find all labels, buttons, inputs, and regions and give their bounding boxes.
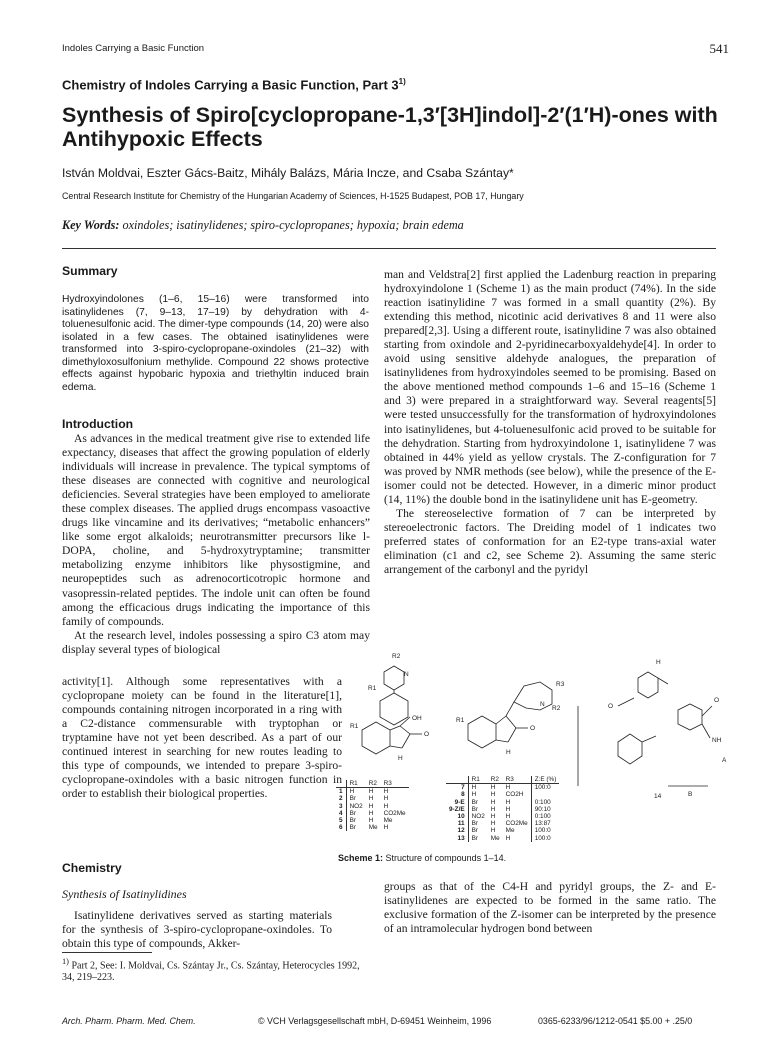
- table-row: 9-Z/E Br H H 90:10: [446, 806, 559, 813]
- intro-paragraph-2a: At the research level, indoles possessing a spiro C3 atom may display several types of biological: [62, 628, 370, 656]
- summary-text: Hydroxyindolones (1–6, 15–16) were transformed into isatinylidenes (7, 9–13, 17–19) by dehydration with 4-toluenesulfonic acid. The dimer-type compounds (14, 20) were also isolated in a few cases. The obtained isatinylidenes were transformed into 3-spiro-cyclopropane-oxindoles (21–32) with dimethyloxosulfonium methylide. Compound 22 shows protective effects against hypobaric hypoxia and triethyltin induced brain edema.: [62, 294, 369, 393]
- divider: [62, 248, 716, 249]
- footer-publisher: © VCH Verlagsgesellschaft mbH, D-69451 Weinheim, 1996: [258, 1016, 492, 1026]
- table-row: 7 H H H 100:0: [446, 784, 559, 792]
- series-title: Chemistry of Indoles Carrying a Basic Function, Part 3$^{1)}$: [62, 77, 406, 93]
- right-paragraph-1: man and Veldstra[2] first applied the Ladenburg reaction in preparing hydroxyindolone 1 (Scheme 1) as the main product (74%). In the side reaction isatinylidine 7 was formed in a small quantity (2%). By extending this method, nicotinic acid derivatives 8 and 11 were also prepared[2,3]. Using a different route, isatinylidine 7 was also obtained starting from oxindole and 2-pyridinecarboxyaldehyde[4]. In order to avoid using sensitive aldehyde analogues, the preparation of isatinylidenes from hydroxyindoles seemed to be promising. Based on the above mentioned method compounds 1–6 and 15–16 (Scheme 1 and 3) were prepared in a straightforward way. Several reagents[5] were tested unsuccessfully for the transformation of hydroxyindolones into isatinylidenes, but 4-toluenesulfonic acid proved to be suitable for the dehydration. Starting from hydroxyindolone 1, isatinylidene 7 was obtained in 44% yield as yellow crystals. The Z-configuration for 7 was proved by NMR methods (see below), while the presence of the E-isomer could not be detected. However, in a dimeric minor product (14, 11%) the double bond in the isatinylidene unit has E-geometry.: [384, 268, 716, 506]
- label-o-d: O: [714, 697, 720, 704]
- table-row: 12 Br H Me 100:0: [446, 827, 559, 834]
- footer-code: 0365-6233/96/1212-0541 $5.00 + .25/0: [538, 1016, 693, 1026]
- running-title: Indoles Carrying a Basic Function: [62, 43, 205, 54]
- structure-hydroxyindolone: [362, 666, 422, 754]
- table-row: 2 Br H H: [336, 795, 409, 802]
- right-paragraph-2: The stereoselective formation of 7 can be interpreted by stereoelectronic factors. The Dreiding model of 1 indicates two preferred states of conformation for an E2-type trans-axial water elimination (c1 and c2, see Scheme 2). Assuming the same steric arrangement of the carbonyl and the pyridyl: [384, 506, 716, 576]
- intro-paragraph-2b: activity[1]. Although some representatives with a cyclopropane moiety can be found in the literature[1], compounds containing nitrogen incorporated in a ring with a C2-distance commensurable with tryptophan or tryptamine have not yet been described. As a part of our continued interest in searching for new routes leading to this type of compounds, we intended to prepare 3-spiro-cyclopropane-oxindoles with a basic nitrogen function in order to establish their biological properties.: [62, 675, 342, 801]
- introduction-body: [62, 432, 370, 657]
- title-line-2: Antihypoxic Effects: [62, 127, 263, 151]
- affiliation: Central Research Institute for Chemistry of the Hungarian Academy of Sciences, H-1525 Budapest, POB 17, Hungary: [62, 191, 524, 201]
- label-oh: OH: [412, 715, 422, 722]
- right-paragraph-3: groups as that of the C4-H and pyridyl groups, the Z- and E-isatinylidenes are expected to be formed in the same ratio. The exclusive formation of the Z-isomer can be interpreted by the presence of an intramolecular hydrogen bond between: [384, 880, 716, 936]
- scheme-table-1: R1 R2 R3 1 H H H 2 Br H H 3 NO2 H H 4 Br H CO2Me 5 Br H Me 6 Br Me H: [336, 780, 409, 831]
- label-h-b: H: [506, 749, 511, 756]
- chemistry-subheading: Synthesis of Isatinylidines: [62, 887, 187, 901]
- keywords-list: oxindoles; isatinylidenes; spiro-cyclopropanes; hypoxia; brain edema: [122, 218, 464, 232]
- scheme-caption-text: Structure of compounds 1–14.: [385, 853, 507, 863]
- label-r2-a: R2: [392, 653, 401, 660]
- structure-dimer-14: [578, 672, 712, 786]
- scheme-caption: [338, 853, 506, 863]
- article-title: [62, 103, 722, 151]
- authors: István Moldvai, Eszter Gács-Baitz, Mihály Balázs, Mária Incze, and Csaba Szántay*: [62, 166, 514, 180]
- label-r1-a: R1: [368, 685, 377, 692]
- footer-journal: Arch. Pharm. Pharm. Med. Chem.: [62, 1016, 196, 1026]
- table-row: 1 H H H: [336, 788, 409, 796]
- chemistry-paragraph-1: Isatinylidene derivatives served as starting materials for the synthesis of 3-spiro-cyclopropane-oxindoles. To obtain this type of compounds, Akker-: [62, 909, 332, 951]
- label-o-a: O: [424, 731, 430, 738]
- scheme-table-2: R1 R2 R3 Z:E (%) 7 H H H 100:0 8 H H CO2H 9-E Br H H 0:100 9-Z/E Br H H 90:10 10 NO2 H H 0:100 11 Br H CO2Me 13:87 12 Br H Me 100:0 13 Br Me H 100:0: [446, 776, 559, 842]
- label-nh: NH: [712, 737, 722, 744]
- table-row: 6 Br Me H: [336, 824, 409, 831]
- footnote-text: Part 2, See: I. Moldvai, Cs. Szántay Jr., Cs. Szántay, Heterocycles 1992, 34, 219–223.: [62, 960, 360, 984]
- summary-heading: Summary: [62, 264, 118, 278]
- intro-paragraph-1: As advances in the medical treatment give rise to extended life expectancy, diseases that affect the growing population of elderly individuals will increase in prevalence. The typical symptoms of these diseases are connected with cognitive and neurological deficiencies. Several strategies have been employed to ameliorate these complex diseases. The applied drugs encompass vasoactive drugs like vincamine and its derivatives; “metabolic enhancers” like some ergot alkaloids; neurotransmitter precursors like l-DOPA, choline, and 5-hydroxytryptamine; transmitter metabolizing enzyme inhibitors like physostigmine, and neuropeptides such as adrenocorticotropic hormone and vasopressin-related peptides. The indole unit can often be found among the efficacious drugs indicating the importance of this family of compounds.: [62, 432, 370, 628]
- table-row: 10 NO2 H H 0:100: [446, 813, 559, 820]
- label-compound-14: 14: [654, 793, 662, 800]
- label-r2-b: R2: [552, 705, 561, 712]
- introduction-heading: Introduction: [62, 417, 134, 431]
- table-row: 3 NO2 H H: [336, 803, 409, 810]
- label-h-c: H: [656, 659, 661, 666]
- chemistry-heading: Chemistry: [62, 861, 122, 875]
- label-r1-b: R1: [350, 723, 359, 730]
- table-row: 11 Br H CO2Me 13:87: [446, 820, 559, 827]
- table-row: 9-E Br H H 0:100: [446, 799, 559, 806]
- label-o-c: O: [608, 703, 614, 710]
- right-column-body: [384, 268, 716, 577]
- label-n-b: N: [540, 701, 545, 708]
- scheme-caption-label: Scheme 1:: [338, 853, 384, 863]
- structure-isatinylidene: [468, 682, 552, 748]
- footnote-rule: [62, 952, 152, 953]
- keywords-label: Key Words:: [62, 218, 120, 232]
- table-row: 8 H H CO2H: [446, 791, 559, 798]
- label-o-b: O: [530, 725, 536, 732]
- title-line-1: Synthesis of Spiro[cyclopropane-1,3′[3H]indol]-2′(1′H)-ones with: [62, 103, 718, 127]
- page-number: 541: [709, 41, 729, 56]
- label-r3: R3: [556, 681, 565, 688]
- footnote-mark: 1): [62, 957, 69, 966]
- keywords: [62, 218, 722, 233]
- label-b: B: [688, 791, 693, 798]
- label-h-a: H: [398, 755, 403, 762]
- label-r1-c: R1: [456, 717, 465, 724]
- table-row: 4 Br H CO2Me: [336, 810, 409, 817]
- label-n-a: N: [404, 671, 409, 678]
- table-row: 13 Br Me H 100:0: [446, 835, 559, 842]
- table-row: 5 Br H Me: [336, 817, 409, 824]
- footnote: [62, 956, 362, 984]
- label-a: A: [722, 757, 727, 764]
